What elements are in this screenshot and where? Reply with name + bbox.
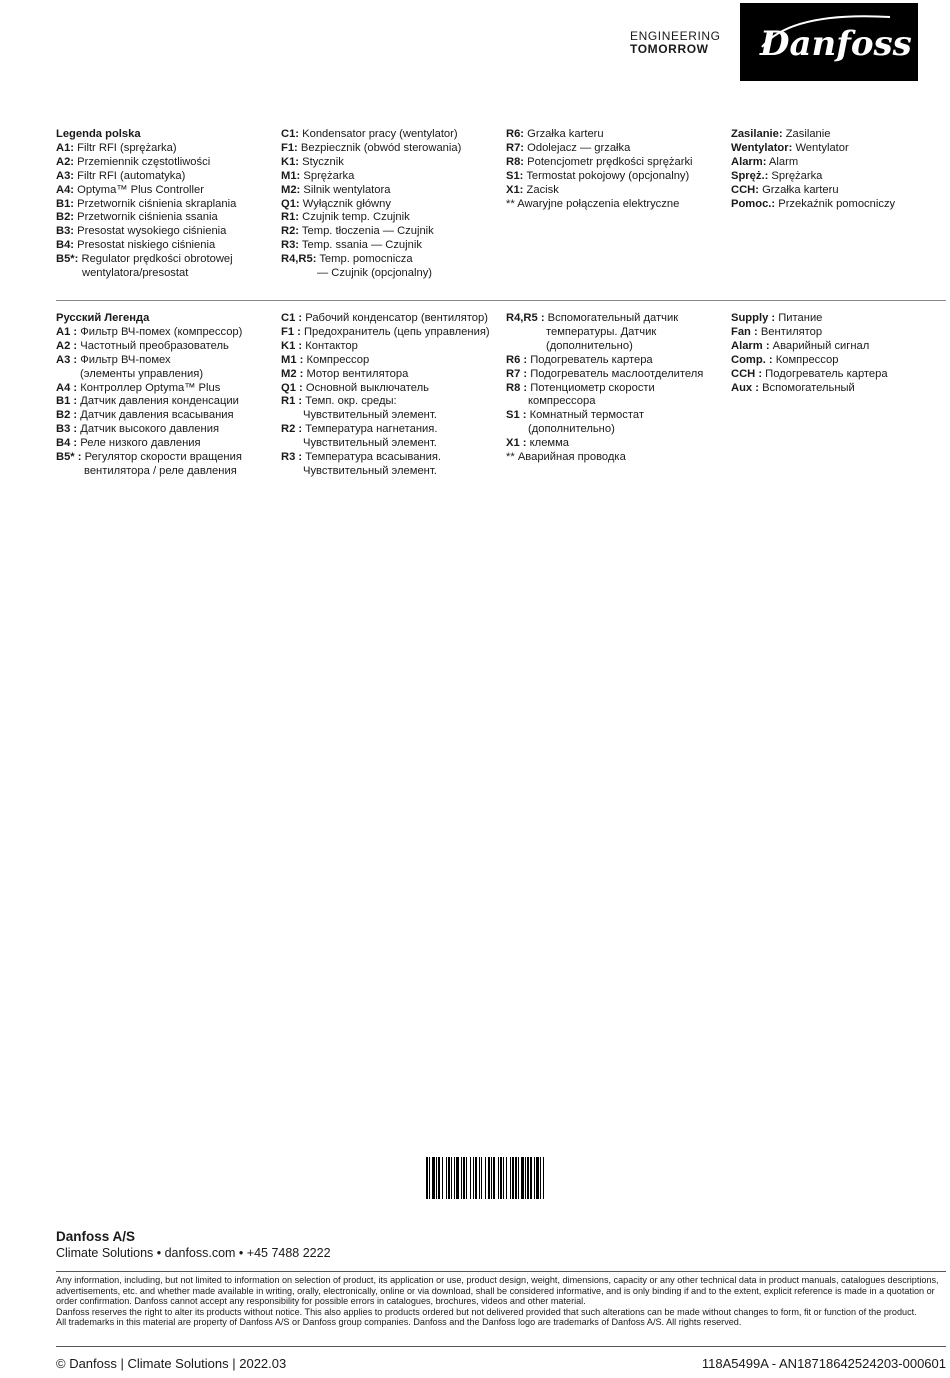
- barcode-bar: [500, 1157, 502, 1199]
- barcode-bar: [442, 1157, 443, 1199]
- barcode-bar: [466, 1157, 467, 1199]
- legend-description: ** Awaryjne połączenia elektryczne: [506, 197, 680, 210]
- legend-code: F1:: [281, 141, 298, 154]
- legend-entry: [731, 170, 950, 184]
- disclaimer-divider-top: [56, 1271, 946, 1272]
- legend-description: ** Аварийная проводка: [506, 451, 626, 464]
- legend-description-continued: (элементы управления): [80, 367, 204, 380]
- legend-entry: [281, 128, 505, 142]
- danfoss-logo-mark: [740, 3, 918, 81]
- barcode-bar: [510, 1157, 511, 1199]
- legend-code: CCH :: [731, 367, 763, 380]
- legend-description: Przemiennik częstotliwości: [74, 155, 211, 168]
- legend-code: Alarm:: [731, 155, 767, 168]
- company-contact: Climate Solutions • danfoss.com • +45 7488 2222: [56, 1246, 331, 1260]
- legend-entry: [506, 451, 730, 465]
- barcode-bar: [525, 1157, 526, 1199]
- logo-wordmark: Danfoss: [760, 24, 912, 64]
- legend-entry: [56, 225, 280, 239]
- barcode: [425, 1157, 581, 1199]
- legend-code: B2 :: [56, 409, 78, 422]
- legend-entry: [281, 211, 505, 225]
- legend-entry: [506, 184, 730, 198]
- legend-description: Датчик давления всасывания: [77, 409, 234, 422]
- barcode-bar: [426, 1157, 428, 1199]
- legend-entry: [56, 142, 280, 156]
- legend-description: Presostat niskiego ciśnienia: [74, 239, 216, 252]
- legend-description-continued: температуры. Датчик: [546, 325, 657, 338]
- legend-code: B3:: [56, 225, 75, 238]
- legend-code: B4:: [56, 239, 75, 252]
- legend-description: Termostat pokojowy (opcjonalny): [523, 169, 690, 182]
- legend-code: Spręż.:: [731, 169, 769, 182]
- company-block: [56, 1228, 331, 1261]
- legend-description-continued: Чувствительный элемент.: [303, 437, 437, 450]
- legend-code: Alarm :: [731, 339, 770, 352]
- barcode-bar: [432, 1157, 435, 1199]
- legend-entry: [506, 156, 730, 170]
- legend-entry: [731, 326, 950, 340]
- polish-legend-title: Legenda polska: [56, 128, 141, 140]
- tagline-line1: ENGINEERING: [630, 29, 721, 43]
- legend-description: Presostat wysokiego ciśnienia: [74, 225, 227, 238]
- company-name: Danfoss A/S: [56, 1229, 136, 1244]
- legend-entry: [281, 326, 505, 340]
- polish-legend-column: [731, 128, 950, 211]
- legend-description: Подогреватель картера: [527, 353, 653, 366]
- legend-code: K1:: [281, 155, 300, 168]
- legend-entry: [281, 423, 505, 451]
- barcode-bar: [448, 1157, 450, 1199]
- legend-code: A1 :: [56, 325, 78, 338]
- legend-code: S1 :: [506, 409, 527, 422]
- legend-description: Przetwornik ciśnienia skraplania: [74, 197, 237, 210]
- legend-entry: [731, 368, 950, 382]
- barcode-bar: [506, 1157, 507, 1199]
- legend-description: Контроллер Optyma™ Plus: [77, 381, 221, 394]
- legend-code: A2:: [56, 155, 75, 168]
- legend-entry: [506, 382, 730, 410]
- legend-code: Q1:: [281, 197, 300, 210]
- barcode-bar: [512, 1157, 514, 1199]
- legend-description: Zasilanie: [782, 128, 831, 140]
- legend-description: Filtr RFI (sprężarka): [74, 141, 177, 154]
- russian-legend-column: [281, 312, 505, 479]
- tagline: [630, 30, 721, 56]
- legend-description: Температура всасывания.: [302, 451, 442, 464]
- legend-entry: [281, 198, 505, 212]
- legend-code: B1:: [56, 197, 75, 210]
- legend-code: A4 :: [56, 381, 78, 394]
- legend-code: B5* :: [56, 451, 82, 464]
- disclaimer-paragraph: Any information, including, but not limited to information on selection of product, its application or use, product design, weight, dimensions, capacity or any other technical data in product manuals, catalogues descriptions, advertisements, etc. and whether made available in writing, orally, electronically, online or via download, shall be considered informative, and is only binding if and to the extent, explicit reference is made in a quotation or order confirmation. Danfoss cannot accept any responsibility for possible errors in catalogues, brochures, videos and other material.: [56, 1275, 939, 1307]
- barcode-bar: [530, 1157, 532, 1199]
- legend-entry: [506, 368, 730, 382]
- barcode-bar: [436, 1157, 437, 1199]
- footer-divider: [56, 1346, 946, 1347]
- legend-entry: [56, 382, 280, 396]
- legend-code: R8 :: [506, 381, 528, 394]
- legend-description-continued: — Czujnik (opcjonalny): [317, 267, 433, 280]
- legend-code: A3 :: [56, 353, 78, 366]
- legend-description-continued: (дополнительно): [546, 339, 633, 352]
- legend-description: Питание: [775, 312, 823, 324]
- legend-description: Temp. pomocnicza: [316, 253, 413, 266]
- legend-entry: [506, 198, 730, 212]
- legend-entry: [281, 340, 505, 354]
- legend-description-continued: (дополнительно): [528, 423, 615, 436]
- polish-legend-column: [281, 128, 505, 281]
- legend-description: Основной выключатель: [302, 381, 429, 394]
- legend-entry: [56, 198, 280, 212]
- disclaimer-paragraph: Danfoss reserves the right to alter its products without notice. This also applies to products ordered but not delivered provided that such alterations can be made without changes to form, fit or function of the product.: [56, 1306, 917, 1317]
- legend-description: Odolejacz — grzałka: [524, 141, 631, 154]
- legend-entry: [56, 239, 280, 253]
- legend-code: A4:: [56, 183, 75, 196]
- russian-legend-column: [506, 312, 730, 465]
- legend-code: R2:: [281, 225, 300, 238]
- legend-description: Grzałka karteru: [758, 183, 839, 196]
- legend-code: R4,R5:: [281, 253, 317, 266]
- legend-description: Stycznik: [299, 155, 344, 168]
- barcode-bar: [473, 1157, 474, 1199]
- legend-code: A2 :: [56, 339, 78, 352]
- legend-entry: [281, 368, 505, 382]
- legend-description: Температура нагнетания.: [302, 423, 438, 436]
- legend-description: Czujnik temp. Czujnik: [299, 211, 410, 224]
- legend-description: Вентилятор: [757, 325, 823, 338]
- legend-code: R1:: [281, 211, 300, 224]
- legend-entry: [56, 170, 280, 184]
- barcode-bar: [438, 1157, 440, 1199]
- legend-entry: [731, 312, 950, 326]
- legend-entry: [506, 170, 730, 184]
- legend-code: S1:: [506, 169, 524, 182]
- legend-description-continued: Чувствительный элемент.: [303, 464, 437, 477]
- legend-code: R1 :: [281, 395, 303, 408]
- legend-code: R2 :: [281, 423, 303, 436]
- legend-code: Fan :: [731, 325, 758, 338]
- footer-copyright: © Danfoss | Climate Solutions | 2022.03: [56, 1356, 287, 1371]
- legend-code: B5*:: [56, 253, 79, 266]
- legend-description: Wyłącznik główny: [299, 197, 391, 210]
- legend-code: R4,R5 :: [506, 312, 545, 324]
- legend-code: M2 :: [281, 367, 304, 380]
- barcode-bar: [479, 1157, 480, 1199]
- legend-entry: [506, 437, 730, 451]
- tagline-line2: TOMORROW: [630, 42, 709, 56]
- legend-entry: [731, 340, 950, 354]
- legend-entry: [281, 156, 505, 170]
- legend-entry: [281, 354, 505, 368]
- barcode-bar: [527, 1157, 529, 1199]
- barcode-bar: [461, 1157, 462, 1199]
- legend-entry: [281, 395, 505, 423]
- barcode-bar: [470, 1157, 471, 1199]
- legend-description: Вспомогательный датчик: [544, 312, 679, 324]
- legend-entry: [731, 354, 950, 368]
- legend-entry: [281, 312, 505, 326]
- legend-description: Grzałka karteru: [524, 128, 604, 140]
- legend-description: Реле низкого давления: [77, 437, 201, 450]
- barcode-bar: [429, 1157, 430, 1199]
- polish-legend-column: [56, 128, 280, 281]
- legend-description: Bezpiecznik (obwód sterowania): [297, 141, 462, 154]
- legend-entry: [56, 395, 280, 409]
- legend-entry: [731, 156, 950, 170]
- legend-entry: [506, 142, 730, 156]
- barcode-bar: [536, 1157, 539, 1199]
- legend-code: Wentylator:: [731, 141, 793, 154]
- legend-description: Потенциометр скорости: [527, 381, 655, 394]
- legend-description-continued: wentylatora/presostat: [82, 267, 189, 280]
- russian-legend-column: [56, 312, 280, 479]
- legend-description: Фильтр ВЧ-помех: [77, 353, 171, 366]
- legend-entry: [56, 354, 280, 382]
- legend-entry: [731, 128, 950, 142]
- footer-document-code: 118A5499A - AN18718642524203-000601: [701, 1356, 946, 1371]
- legend-entry: [56, 437, 280, 451]
- barcode-bar: [446, 1157, 447, 1199]
- legend-entry: [281, 451, 505, 479]
- barcode-bar: [521, 1157, 524, 1199]
- legend-description: Компрессор: [772, 353, 839, 366]
- barcode-bar: [454, 1157, 455, 1199]
- polish-legend-column: [506, 128, 730, 211]
- barcode-bar: [451, 1157, 452, 1199]
- legend-description: Kondensator pracy (wentylator): [299, 128, 458, 140]
- barcode-bar: [540, 1157, 541, 1199]
- legend-description: Potencjometr prędkości sprężarki: [524, 155, 693, 168]
- legend-code: M2:: [281, 183, 301, 196]
- legend-code: M1:: [281, 169, 301, 182]
- legend-code: B4 :: [56, 437, 78, 450]
- legend-code: A3:: [56, 169, 75, 182]
- legend-description: Przetwornik ciśnienia ssania: [74, 211, 218, 224]
- legend-code: Supply :: [731, 312, 776, 324]
- legend-description: Регулятор скорости вращения: [81, 451, 242, 464]
- legend-description: клемма: [526, 437, 570, 450]
- legend-code: M1 :: [281, 353, 304, 366]
- legend-entry: [281, 184, 505, 198]
- legend-description: Przekaźnik pomocniczy: [775, 197, 896, 210]
- legend-entry: [731, 198, 950, 212]
- legend-description-continued: вентилятора / реле давления: [84, 464, 237, 477]
- legend-description: Подогреватель картера: [762, 367, 888, 380]
- barcode-bar: [498, 1157, 499, 1199]
- legend-entry: [56, 409, 280, 423]
- legend-description: Комнатный термостат: [526, 409, 644, 422]
- barcode-bar: [456, 1157, 459, 1199]
- barcode-bar: [493, 1157, 495, 1199]
- legend-entry: [281, 142, 505, 156]
- legend-description: Подогреватель маслоотделителя: [527, 367, 704, 380]
- barcode-bar: [503, 1157, 504, 1199]
- legend-code: CCH:: [731, 183, 759, 196]
- russian-legend: [56, 312, 946, 487]
- legend-code: R3:: [281, 239, 300, 252]
- legend-entry: [281, 253, 505, 281]
- legend-code: R8:: [506, 155, 525, 168]
- legend-entry: [56, 253, 280, 281]
- legend-entry: [56, 326, 280, 340]
- legend-entry: [56, 423, 280, 437]
- page-header: [0, 0, 950, 90]
- legend-description: Частотный преобразователь: [77, 339, 229, 352]
- legend-entry: [506, 409, 730, 437]
- legend-description: Filtr RFI (automatyka): [74, 169, 186, 182]
- legend-code: R7:: [506, 141, 525, 154]
- legend-code: Pomoc.:: [731, 197, 776, 210]
- legend-code: C1:: [281, 128, 300, 140]
- legend-code: B3 :: [56, 423, 78, 436]
- legend-code: X1 :: [506, 437, 527, 450]
- disclaimer-paragraph: All trademarks in this material are property of Danfoss A/S or Danfoss group companies. Danfoss and the Danfoss logo are trademarks of Danfoss A/S. All rights reserved.: [56, 1317, 742, 1328]
- legend-code: B1 :: [56, 395, 78, 408]
- legend-description: Мотор вентилятора: [303, 367, 409, 380]
- legend-description: Предохранитель (цепь управления): [300, 325, 490, 338]
- legend-description-continued: компрессора: [528, 395, 596, 408]
- legend-code: C1 :: [281, 312, 303, 324]
- legend-description: Sprężarka: [300, 169, 355, 182]
- legend-description: Вспомогательный: [758, 381, 855, 394]
- legend-description: Рабочий конденсатор (вентилятор): [302, 312, 488, 324]
- barcode-bar: [485, 1157, 486, 1199]
- legend-entry: [56, 340, 280, 354]
- barcode-bar: [491, 1157, 492, 1199]
- legend-entry: [56, 156, 280, 170]
- legend-code: Aux :: [731, 381, 759, 394]
- legend-entry: [56, 184, 280, 198]
- barcode-bar: [543, 1157, 544, 1199]
- legend-description-continued: Чувствительный элемент.: [303, 409, 437, 422]
- legend-entry: [731, 142, 950, 156]
- legend-entry: [56, 451, 280, 479]
- legend-description: Wentylator: [792, 141, 849, 154]
- legend-description: Контактор: [302, 339, 358, 352]
- legend-description: Silnik wentylatora: [300, 183, 391, 196]
- legend-description: Alarm: [766, 155, 799, 168]
- section-divider: [56, 300, 946, 301]
- legend-code: X1:: [506, 183, 524, 196]
- legend-description: Temp. tłoczenia — Czujnik: [299, 225, 434, 238]
- legend-description: Фильтр ВЧ-помех (компрессор): [77, 325, 243, 338]
- legend-entry: [281, 225, 505, 239]
- legend-description: Zacisk: [523, 183, 559, 196]
- legend-code: F1 :: [281, 325, 301, 338]
- legend-entry: [731, 382, 950, 396]
- legend-code: R6:: [506, 128, 525, 140]
- barcode-bar: [481, 1157, 482, 1199]
- barcode-bar: [518, 1157, 519, 1199]
- legend-entry: [731, 184, 950, 198]
- legend-description: Компрессор: [303, 353, 370, 366]
- legend-code: Zasilanie:: [731, 128, 783, 140]
- legend-entry: [506, 312, 730, 354]
- russian-legend-column: [731, 312, 950, 395]
- legend-code: R3 :: [281, 451, 303, 464]
- legend-code: Q1 :: [281, 381, 303, 394]
- legend-code: R6 :: [506, 353, 528, 366]
- legend-description: Датчик давления конденсации: [77, 395, 239, 408]
- legend-description: Аварийный сигнал: [769, 339, 870, 352]
- legend-description: Темп. окр. среды:: [302, 395, 397, 408]
- legend-entry: [56, 211, 280, 225]
- russian-legend-title: Русский Легенда: [56, 312, 150, 324]
- legend-entry: [506, 128, 730, 142]
- barcode-image: [425, 1157, 581, 1199]
- legend-entry: [506, 354, 730, 368]
- barcode-bar: [488, 1157, 490, 1199]
- barcode-bar: [463, 1157, 465, 1199]
- legend-entry: [281, 239, 505, 253]
- legend-code: B2:: [56, 211, 75, 224]
- legend-description: Датчик высокого давления: [77, 423, 220, 436]
- legend-description: Temp. ssania — Czujnik: [299, 239, 422, 252]
- legend-code: R7 :: [506, 367, 528, 380]
- barcode-bar: [534, 1157, 535, 1199]
- barcode-bar: [515, 1157, 517, 1199]
- legend-description: Optyma™ Plus Controller: [74, 183, 204, 196]
- legend-entry: [281, 170, 505, 184]
- legend-description: Regulator prędkości obrotowej: [78, 253, 233, 266]
- legend-code: K1 :: [281, 339, 303, 352]
- barcode-bar: [475, 1157, 477, 1199]
- danfoss-logo: [740, 3, 918, 81]
- disclaimer: [56, 1275, 948, 1328]
- legend-description: Sprężarka: [768, 169, 823, 182]
- legend-code: A1:: [56, 141, 75, 154]
- legend-entry: [281, 382, 505, 396]
- polish-legend: [56, 128, 946, 288]
- legend-code: Comp. :: [731, 353, 773, 366]
